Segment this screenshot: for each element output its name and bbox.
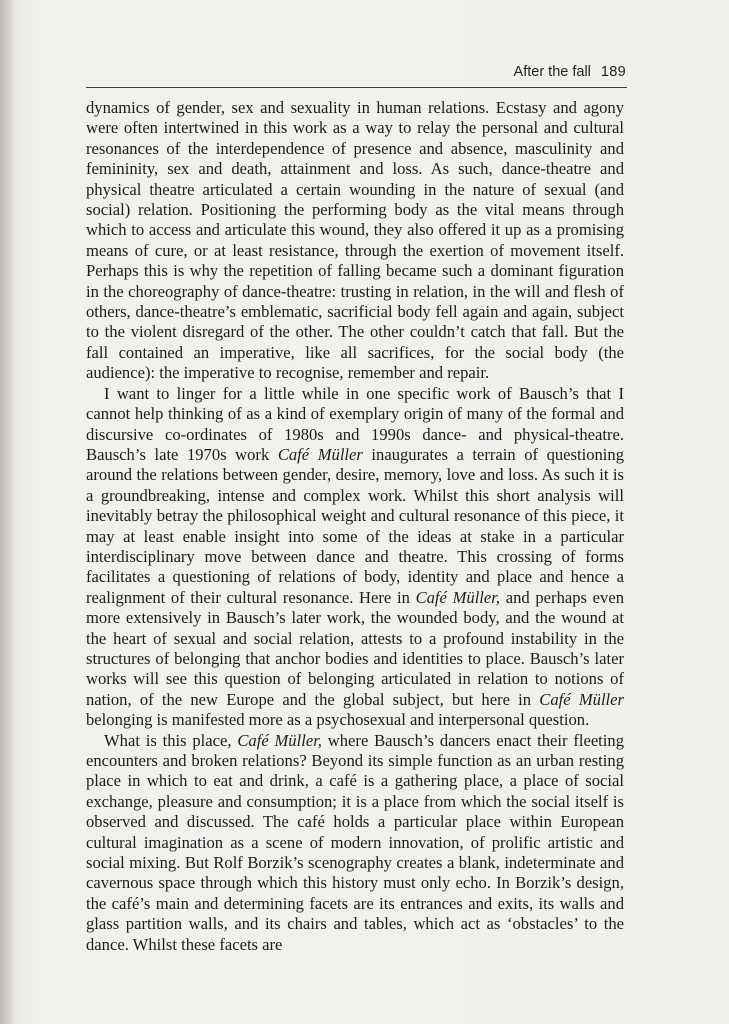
running-title: After the fall (513, 64, 591, 80)
paragraph-3 (86, 731, 624, 955)
paragraph-1: dynamics of gender, sex and sexuality in human relations. Ecstasy and agony were often intertwined in this work as a way to relay the personal and cultural resonances of the interdependence of presence and absence, masculinity and femininity, sex and death, attainment and loss. As such, dance-theatre and physical theatre articulated a certain wounding in the nature of sexual (and social) relation. Positioning the performing body as the vital means through which to access and articulate this wound, they also offered it up as a promising means of cure, or at least resistance, through the exertion of movement itself. Perhaps this is why the repetition of falling became such a dominant figuration in the choreography of dance-theatre: trusting in relation, in the will and flesh of others, dance-theatre’s emblematic, sacrificial body fell again and again, subject to the violent disregard of the other. The other couldn’t catch that fall. But the fall contained an imperative, like all sacrifices, for the social body (the audience): the imperative to recognise, remember and repair. (86, 98, 624, 383)
header-rule (86, 87, 627, 88)
paragraph-2-text-b: inaugurates a terrain of questioning around the relations between gender, desire, memory, love and loss. As such it is a groundbreaking, intense and complex work. Whilst this short analysis will inevitably betray the philosophical weight and cultural resonance of this piece, it may at least enable insight into some of the ideas at stake in a particular interdisciplinary move between dance and theatre. This crossing of forms facilitates a questioning of relations of body, identity and place and hence a realignment of their cultural resonance. Here in (86, 444, 625, 607)
gutter-shadow (0, 0, 14, 1024)
work-title: Café Müller (277, 444, 363, 464)
body-text (86, 98, 624, 955)
page-number: 189 (600, 64, 626, 80)
paragraph-2-text-c: and perhaps even more extensively in Bausch’s later work, the wounded body, and the wound at the heart of sexual and social relation, attests to a profound instability in the structures of belonging that anchor bodies and identities to place. Bausch’s later works will see this question of belonging articulated in relation to notions of nation, of the new Europe and the global subject, but here in (86, 587, 624, 709)
work-title: Café Müller (539, 689, 624, 709)
running-head (514, 64, 626, 80)
paragraph-3-text-b: where Bausch’s dancers enact their fleeting encounters and broken relations? Beyond its simple function as an urban resting place in which to eat and drink, a café is a gathering place, a place of social exchange, pleasure and consumption; it is a place from which the social itself is observed and discussed. The café holds a particular place within European cultural imagination as a scene of modern innovation, of prolific artistic and social mixing. But Rolf Borzik’s scenography creates a blank, indeterminate and cavernous space through which this history must only echo. In Borzik’s design, the café’s main and determining facets are its entrances and exits, its walls and glass partition walls, and its chairs and tables, which act as ‘obstacles’ to the dance. Whilst these facets are (86, 730, 624, 954)
paragraph-2 (86, 384, 624, 731)
work-title: Café Müller, (237, 730, 322, 750)
work-title: Café Müller, (415, 587, 501, 607)
paragraph-2-text-a: I want to linger for a little while in one specific work of Bausch’s that I cannot help thinking of as a kind of exemplary origin of many of the formal and discursive co-ordinates of 1980s and 1990s dance- and physical-theatre. Bausch’s late 1970s work (86, 383, 624, 464)
paragraph-3-text-a: What is this place, (104, 730, 238, 750)
paragraph-2-text-d: belonging is manifested more as a psychosexual and interpersonal question. (86, 710, 590, 730)
